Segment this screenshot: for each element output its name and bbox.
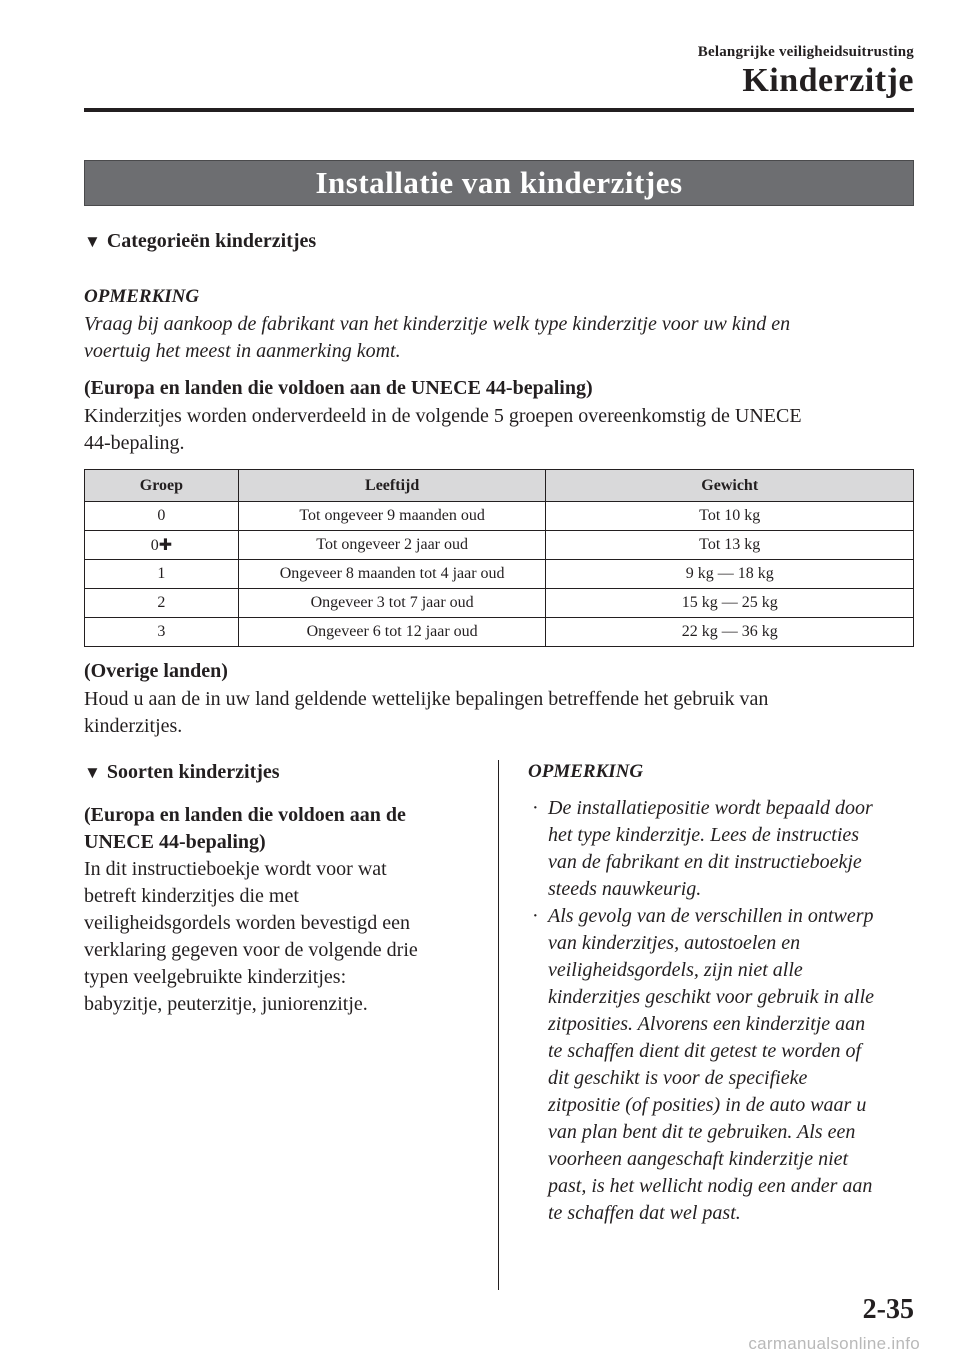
table-cell-weight: 15 kg — 25 kg [546, 589, 914, 618]
types-heading-text: Soorten kinderzitjes [106, 761, 280, 783]
bullet-line: te schaffen dient dit getest te worden of [548, 1040, 862, 1062]
column-divider [498, 760, 499, 1290]
table-cell-weight: Tot 13 kg [546, 531, 914, 560]
note-label: OPMERKING [84, 286, 200, 307]
types-europe-heading-1: (Europa en landen die voldoen aan de [84, 804, 406, 826]
bullet-line: van kinderzitjes, autostoelen en [548, 932, 801, 954]
types-body [84, 856, 484, 1018]
table-cell-weight: Tot 10 kg [546, 502, 914, 531]
bullet-line: veiligheidsgordels, zijn niet alle [548, 959, 803, 981]
table-cell-group: 0 [85, 502, 239, 531]
table-cell-age: Ongeveer 6 tot 12 jaar oud [238, 618, 546, 647]
section-banner: Installatie van kinderzitjes [84, 160, 914, 206]
bullet-line: Als gevolg van de verschillen in ontwerp [548, 905, 874, 927]
types-body-line: verklaring gegeven voor de volgende drie [84, 939, 418, 961]
bullet-line: het type kinderzitje. Lees de instructies [548, 824, 860, 846]
types-body-line: veiligheidsgordels worden bevestigd een [84, 912, 411, 934]
types-body-line: babyzitje, peuterzitje, juniorenzitje. [84, 993, 368, 1015]
triangle-down-icon: ▼ [84, 763, 101, 782]
bullet-line: De installatiepositie wordt bepaald door [548, 797, 873, 819]
table-header-age: Leeftijd [238, 470, 546, 502]
table-cell-age: Ongeveer 8 maanden tot 4 jaar oud [238, 560, 546, 589]
bullet-line: dit geschikt is voor de specifieke [548, 1067, 808, 1089]
europe-line-1: Kinderzitjes worden onderverdeeld in de volgende 5 groepen overeenkomstig de UNECE [84, 405, 802, 427]
table-cell-age: Ongeveer 3 tot 7 jaar oud [238, 589, 546, 618]
bullet-dot-icon: · [532, 797, 539, 819]
bullet-dot-icon: · [532, 905, 539, 927]
note-line-2: voertuig het meest in aanmerking komt. [84, 340, 401, 362]
europe-line-2: 44-bepaling. [84, 432, 185, 454]
other-countries-heading: (Overige landen) [84, 660, 228, 682]
bullet-line: steeds nauwkeurig. [548, 878, 702, 900]
table-cell-group: 1 [85, 560, 239, 589]
types-body-line: typen veelgebruikte kinderzitjes: [84, 966, 347, 988]
table-header-group: Groep [85, 470, 239, 502]
table-row [85, 560, 914, 589]
table-cell-weight: 9 kg — 18 kg [546, 560, 914, 589]
table-row [85, 502, 914, 531]
table-row [85, 589, 914, 618]
right-note-label: OPMERKING [528, 761, 644, 782]
table-cell-weight: 22 kg — 36 kg [546, 618, 914, 647]
types-body-line: betreft kinderzitjes die met [84, 885, 299, 907]
bullet-line: voorheen aangeschaft kinderzitje niet [548, 1148, 849, 1170]
other-countries-line-1: Houd u aan de in uw land geldende wettelijke bepalingen betreffende het gebruik van [84, 688, 769, 710]
bullet-line: zitpositie (of posities) in de auto waar u [548, 1094, 867, 1116]
right-note-bullets [530, 795, 922, 1227]
table-row [85, 618, 914, 647]
other-countries-line-2: kinderzitjes. [84, 715, 183, 737]
categories-heading-text: Categorieën kinderzitjes [106, 230, 317, 252]
bullet-line: past, is het wellicht nodig een ander aan [548, 1175, 873, 1197]
bullet-line: te schaffen dat wel past. [548, 1202, 741, 1224]
table-cell-group: 3 [85, 618, 239, 647]
bullet-line: van de fabrikant en dit instructieboekje [548, 851, 862, 873]
note-line-1: Vraag bij aankoop de fabrikant van het kinderzitje welk type kinderzitje voor uw kind en [84, 313, 791, 335]
header-rule [84, 108, 914, 112]
table-header-weight: Gewicht [546, 470, 914, 502]
table-cell-age: Tot ongeveer 9 maanden oud [238, 502, 546, 531]
bullet-line: van plan bent dit te gebruiken. Als een [548, 1121, 856, 1143]
table-cell-group: 2 [85, 589, 239, 618]
table-cell-group: 0✚ [85, 531, 239, 560]
table-row [85, 531, 914, 560]
triangle-down-icon: ▼ [84, 232, 101, 251]
europe-heading: (Europa en landen die voldoen aan de UNECE 44-bepaling) [84, 377, 593, 399]
watermark: carmanualsonline.info [748, 1334, 920, 1353]
bullet-line: kinderzitjes geschikt voor gebruik in alle [548, 986, 875, 1008]
table-cell-age: Tot ongeveer 2 jaar oud [238, 531, 546, 560]
types-body-line: In dit instructieboekje wordt voor wat [84, 858, 387, 880]
list-item [530, 903, 922, 1227]
groups-table [84, 469, 914, 647]
types-europe-heading-2: UNECE 44-bepaling) [84, 831, 266, 853]
page-number: 2-35 [862, 1294, 914, 1325]
types-heading [84, 761, 280, 784]
bullet-line: zitposities. Alvorens een kinderzitje aan [548, 1013, 866, 1035]
header-section-title: Belangrijke veiligheidsuitrusting [697, 44, 914, 60]
categories-heading [84, 230, 316, 253]
list-item [530, 795, 922, 903]
header-chapter-title: Kinderzitje [742, 62, 914, 99]
table-header-row [85, 470, 914, 502]
